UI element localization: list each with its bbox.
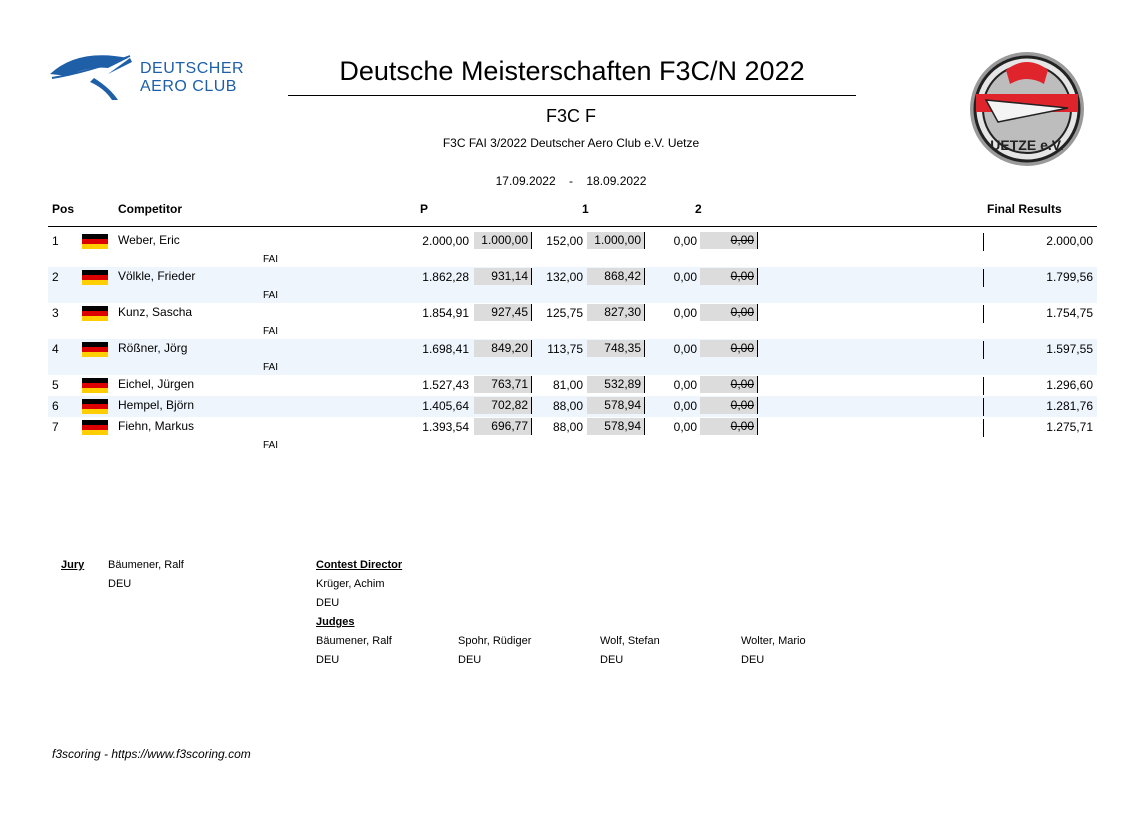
- position: 4: [52, 342, 59, 356]
- judge-country: DEU: [600, 654, 624, 666]
- round2-score: 0,00: [673, 378, 697, 392]
- column-divider: [983, 233, 984, 251]
- judge-country: DEU: [741, 654, 765, 666]
- fai-tag: FAI: [263, 290, 279, 301]
- table-row: [48, 267, 1097, 303]
- title-rule: [288, 95, 856, 96]
- director-name: Krüger, Achim: [316, 578, 385, 590]
- p-normalized: 931,14: [474, 268, 532, 285]
- round2-normalized-discarded: 0,00: [700, 304, 758, 321]
- final-result: 1.799,56: [1046, 270, 1093, 284]
- judge-name: Bäumener, Ralf: [316, 635, 392, 647]
- p-normalized: 702,82: [474, 397, 532, 414]
- jury-label: Jury: [61, 559, 85, 571]
- round1-normalized: 578,94: [587, 418, 645, 435]
- table-row: [48, 339, 1097, 375]
- round1-normalized: 748,35: [587, 340, 645, 357]
- competitor-name: Rößner, Jörg: [118, 341, 188, 355]
- date-from: 17.09.2022: [495, 174, 556, 188]
- round1-score: 132,00: [546, 270, 583, 284]
- round1-normalized: 1.000,00: [587, 232, 645, 249]
- round2-score: 0,00: [673, 399, 697, 413]
- round1-score: 152,00: [546, 234, 583, 248]
- fai-tag: FAI: [263, 362, 279, 373]
- competitor-name: Kunz, Sascha: [118, 305, 193, 319]
- column-divider: [983, 377, 984, 395]
- round2-score: 0,00: [673, 420, 697, 434]
- jury-country: DEU: [108, 578, 132, 590]
- germany-flag-icon: [82, 306, 108, 321]
- director-label: Contest Director: [316, 559, 403, 571]
- round2-normalized-discarded: 0,00: [700, 376, 758, 393]
- judge-name: Wolf, Stefan: [600, 635, 660, 647]
- col-final-results: Final Results: [987, 202, 1062, 216]
- round1-score: 125,75: [546, 306, 583, 320]
- p-score: 1.698,41: [422, 342, 469, 356]
- judges-label: Judges: [316, 616, 355, 628]
- position: 2: [52, 270, 59, 284]
- round2-normalized-discarded: 0,00: [700, 418, 758, 435]
- column-divider: [983, 305, 984, 323]
- final-result: 1.754,75: [1046, 306, 1093, 320]
- round2-score: 0,00: [673, 342, 697, 356]
- col-round-1: 1: [582, 202, 589, 216]
- p-score: 1.854,91: [422, 306, 469, 320]
- p-score: 1.527,43: [422, 378, 469, 392]
- germany-flag-icon: [82, 378, 108, 393]
- germany-flag-icon: [82, 270, 108, 285]
- column-divider: [983, 398, 984, 416]
- final-result: 1.296,60: [1046, 378, 1093, 392]
- p-normalized: 763,71: [474, 376, 532, 393]
- position: 3: [52, 306, 59, 320]
- final-result: 1.597,55: [1046, 342, 1093, 356]
- fai-tag: FAI: [263, 254, 279, 265]
- final-result: 1.281,76: [1046, 399, 1093, 413]
- germany-flag-icon: [82, 234, 108, 249]
- club-logo-text: UETZE e.V.: [990, 137, 1064, 153]
- competitor-name: Weber, Eric: [118, 233, 180, 247]
- date-to: 18.09.2022: [586, 174, 647, 188]
- round1-normalized: 532,89: [587, 376, 645, 393]
- column-divider: [983, 269, 984, 287]
- table-row: [48, 417, 1097, 453]
- table-row: [48, 231, 1097, 267]
- p-normalized: 849,20: [474, 340, 532, 357]
- table-row: [48, 303, 1097, 339]
- event-subtitle: F3C FAI 3/2022 Deutscher Aero Club e.V. Uetze: [442, 136, 700, 150]
- round2-score: 0,00: [673, 234, 697, 248]
- round1-normalized: 868,42: [587, 268, 645, 285]
- round2-score: 0,00: [673, 306, 697, 320]
- germany-flag-icon: [82, 342, 108, 357]
- judge-name: Spohr, Rüdiger: [458, 635, 532, 647]
- fai-tag: FAI: [263, 326, 279, 337]
- p-score: 1.393,54: [422, 420, 469, 434]
- judge-name: Wolter, Mario: [741, 635, 806, 647]
- column-divider: [983, 419, 984, 437]
- round2-normalized-discarded: 0,00: [700, 268, 758, 285]
- competitor-name: Eichel, Jürgen: [118, 377, 195, 391]
- position: 6: [52, 399, 59, 413]
- p-normalized: 696,77: [474, 418, 532, 435]
- jury-name: Bäumener, Ralf: [108, 559, 184, 571]
- event-dates: [0, 174, 1142, 188]
- date-separator: -: [569, 174, 573, 188]
- table-row: [48, 396, 1097, 417]
- col-p: P: [420, 202, 429, 216]
- director-country: DEU: [316, 597, 340, 609]
- uetze-club-logo: [968, 50, 1086, 168]
- round2-normalized-discarded: 0,00: [700, 232, 758, 249]
- final-result: 1.275,71: [1046, 420, 1093, 434]
- round1-normalized: 578,94: [587, 397, 645, 414]
- dac-logo-text: DEUTSCHER AERO CLUB: [140, 60, 245, 95]
- table-row: [48, 375, 1097, 396]
- fai-tag: FAI: [263, 440, 279, 451]
- page-title: Deutsche Meisterschaften F3C/N 2022: [339, 56, 805, 86]
- class-title: F3C F: [545, 106, 596, 126]
- round2-normalized-discarded: 0,00: [700, 340, 758, 357]
- position: 1: [52, 234, 59, 248]
- germany-flag-icon: [82, 399, 108, 414]
- col-round-2: 2: [695, 202, 702, 216]
- position: 7: [52, 420, 59, 434]
- round1-score: 81,00: [552, 378, 583, 392]
- col-competitor: Competitor: [118, 202, 182, 216]
- final-result: 2.000,00: [1046, 234, 1093, 248]
- round2-normalized-discarded: 0,00: [700, 397, 758, 414]
- round1-score: 113,75: [547, 342, 583, 356]
- round1-normalized: 827,30: [587, 304, 645, 321]
- competitor-name: Hempel, Björn: [118, 398, 195, 412]
- p-score: 1.862,28: [422, 270, 469, 284]
- p-score: 2.000,00: [422, 234, 469, 248]
- p-normalized: 1.000,00: [474, 232, 532, 249]
- col-pos: Pos: [52, 202, 75, 216]
- judge-country: DEU: [316, 654, 340, 666]
- p-score: 1.405,64: [422, 399, 469, 413]
- footer-note: f3scoring - https://www.f3scoring.com: [52, 747, 251, 761]
- round2-score: 0,00: [673, 270, 697, 284]
- judge-country: DEU: [458, 654, 482, 666]
- competitor-name: Fiehn, Markus: [118, 419, 195, 433]
- column-divider: [983, 341, 984, 359]
- p-normalized: 927,45: [474, 304, 532, 321]
- germany-flag-icon: [82, 420, 108, 435]
- header-rule: [48, 226, 1097, 227]
- round1-score: 88,00: [552, 420, 583, 434]
- competitor-name: Völkle, Frieder: [118, 269, 196, 283]
- position: 5: [52, 378, 59, 392]
- round1-score: 88,00: [552, 399, 583, 413]
